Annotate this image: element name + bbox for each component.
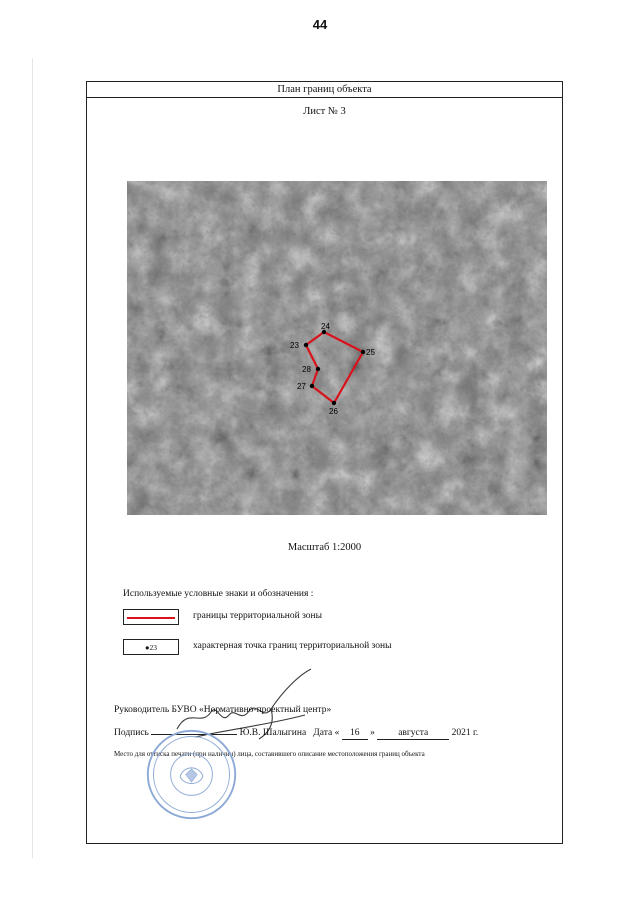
point-label: 24	[321, 322, 330, 331]
map-scale: Масштаб 1:2000	[287, 542, 362, 553]
signer-name: Ю.В. Шалыгина	[239, 728, 307, 738]
point-label: 28	[302, 365, 311, 374]
point-label: 23	[290, 341, 299, 350]
legend-point-symbol	[123, 639, 179, 655]
page-number: 44	[312, 17, 328, 32]
boundary-line-swatch	[127, 617, 175, 619]
date-label: Дата «	[313, 728, 340, 738]
satellite-map	[127, 181, 547, 515]
date-quote-close: »	[370, 728, 375, 738]
legend-title: Используемые условные знаки и обозначения :	[123, 589, 314, 599]
document-frame	[86, 81, 563, 844]
legend-point-sample: ●23	[144, 643, 158, 652]
legend-point-text: характерная точка границ территориальной зоны	[193, 641, 392, 651]
legend-point-number: 23	[149, 643, 158, 652]
stamp-note: Место для оттиска печати (при наличии) лица, составившего описание местоположения границ объекта	[114, 750, 425, 758]
document-title: План границ объекта	[87, 82, 562, 98]
legend-boundary-text: границы территориальной зоны	[193, 611, 323, 621]
date-year: 2021 г.	[451, 728, 479, 738]
page-edge-line	[32, 58, 33, 858]
point-label: 25	[366, 348, 375, 357]
point-label: 27	[297, 382, 306, 391]
date-day: 16	[342, 728, 368, 740]
signature-label: Подпись	[114, 728, 149, 738]
point-label: 26	[329, 407, 338, 416]
date-month: августа	[377, 728, 449, 740]
legend-boundary-symbol	[123, 609, 179, 625]
official-stamp	[144, 727, 239, 822]
signer-position: Руководитель БУВО «Нормативно-проектный центр»	[114, 705, 332, 715]
sheet-number: Лист № 3	[303, 106, 346, 117]
